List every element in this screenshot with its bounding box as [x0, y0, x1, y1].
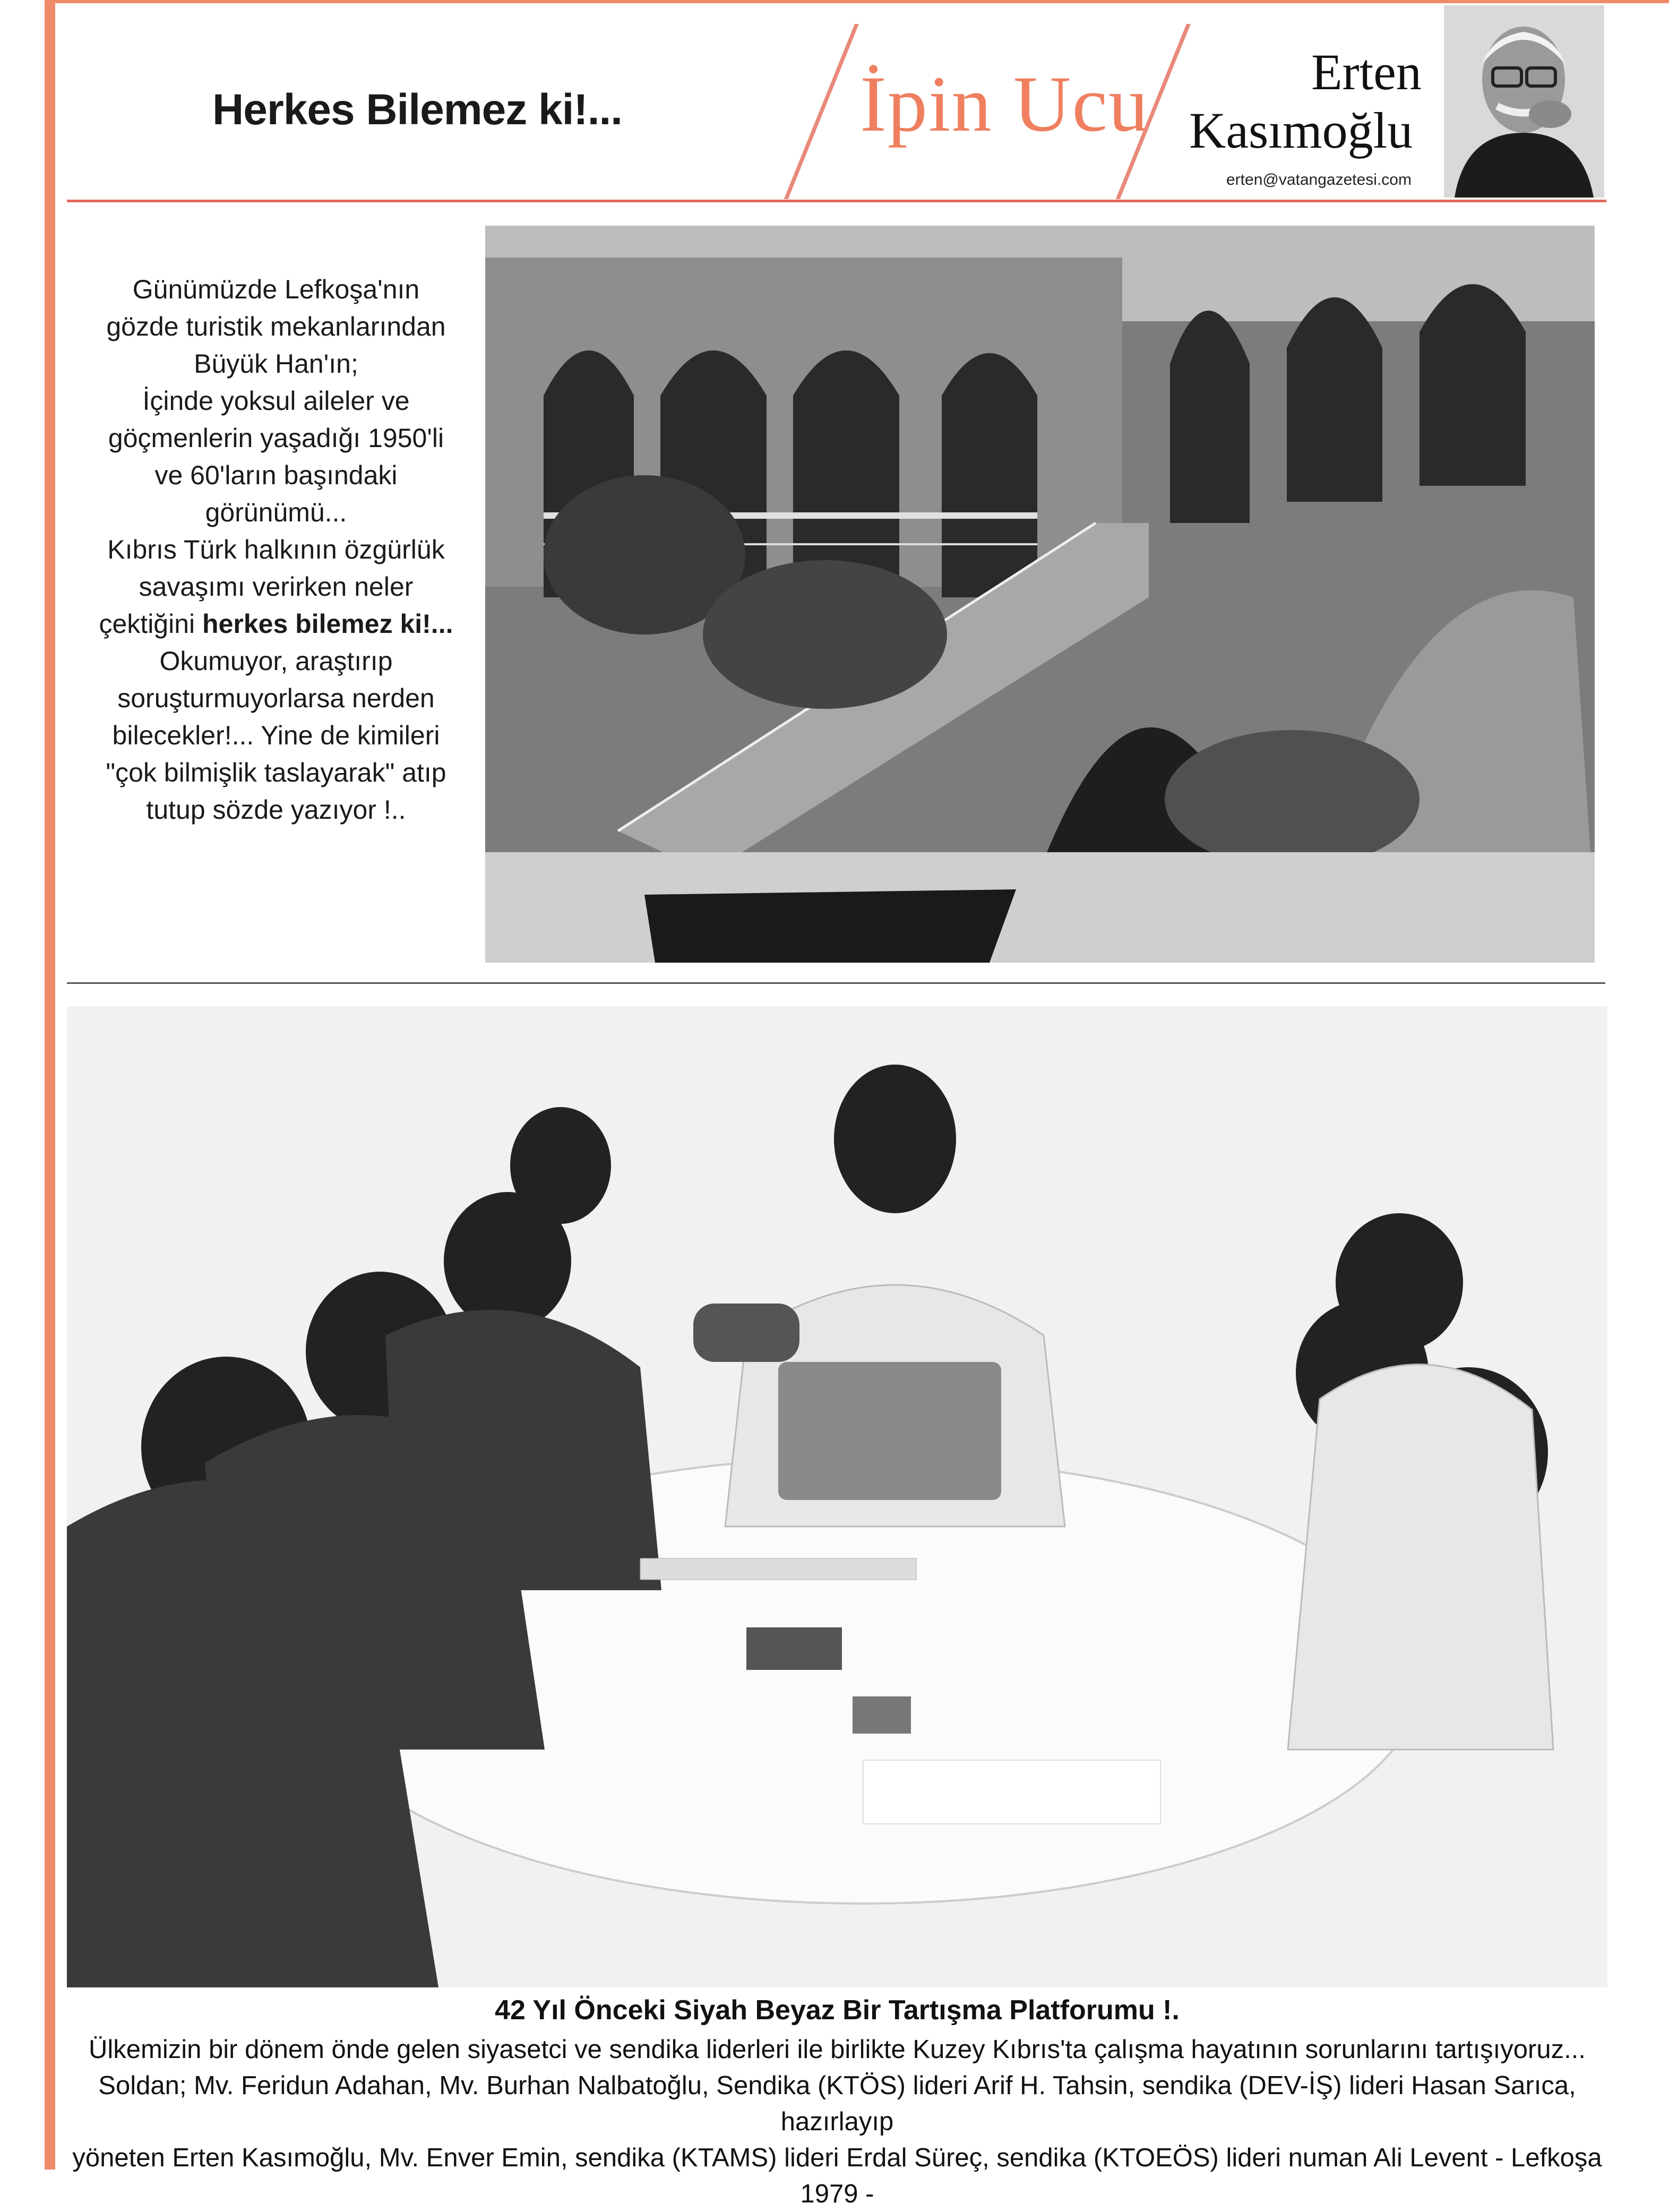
- header-divider-slash: [784, 24, 859, 199]
- author-last-name: Kasımoğlu: [1189, 102, 1413, 159]
- intro-text: [96, 271, 457, 828]
- photo-buyuk-han: [485, 226, 1595, 963]
- author-portrait-image: [1444, 5, 1604, 198]
- author-photo: [1444, 5, 1604, 198]
- page-title: Herkes Bilemez ki!...: [212, 85, 623, 134]
- caption-body: [67, 2031, 1607, 2212]
- intro-paragraph-1: Günümüzde Lefkoşa'nın gözde turistik mekanlarından Büyük Han'ın;: [106, 275, 446, 379]
- photo-meeting: [67, 1006, 1607, 1987]
- caption-line-3: yöneten Erten Kasımoğlu, Mv. Enver Emin, sendika (KTAMS) lideri Erdal Süreç, sendika (KTOEÖS) lideri numan Ali Levent - Lefkoşa 1979 -: [72, 2144, 1602, 2208]
- author-email: erten@vatangazetesi.com: [1226, 171, 1412, 188]
- caption-line-2: Soldan; Mv. Feridun Adahan, Mv. Burhan Nalbatoğlu, Sendika (KTÖS) lideri Arif H. Tahsin, sendika (DEV-İŞ) lideri Hasan Sarıca, hazırlayıp: [98, 2071, 1576, 2136]
- intro-p3-before: Kıbrıs Türk halkının özgürlük savaşımı verirken neler çektiğini: [99, 535, 445, 639]
- intro-paragraph-3: [96, 531, 457, 828]
- caption-line-1: Ülkemizin bir dönem önde gelen siyasetci ve sendika liderleri ile birlikte Kuzey Kıbrıs'ta çalışma hayatının sorunlarını tartışıyoruz...: [89, 2035, 1586, 2064]
- column-name: İpin Ucu: [860, 60, 1150, 148]
- header-rule: [67, 200, 1606, 202]
- author-first-name: Erten: [1311, 44, 1422, 100]
- intro-p3-after: Okumuyor, araştırıp soruşturmuyorlarsa nerden bilecekler!... Yine de kimileri "çok bilmişlik taslayarak" atıp tutup sözde yazıyor !..: [106, 646, 446, 825]
- buyuk-han-courtyard-image: [485, 226, 1595, 963]
- meeting-table-image: [67, 1006, 1607, 1987]
- left-accent-bar: [45, 0, 55, 2170]
- frame-top-border: [55, 0, 1669, 3]
- section-divider: [67, 982, 1605, 984]
- caption-title: 42 Yıl Önceki Siyah Beyaz Bir Tartışma Platforumu !.: [495, 1995, 1180, 2026]
- intro-paragraph-2: İçinde yoksul aileler ve göçmenlerin yaşadığı 1950'li ve 60'ların başındaki görünümü...: [108, 386, 444, 527]
- intro-p3-bold: herkes bilemez ki!...: [202, 609, 453, 639]
